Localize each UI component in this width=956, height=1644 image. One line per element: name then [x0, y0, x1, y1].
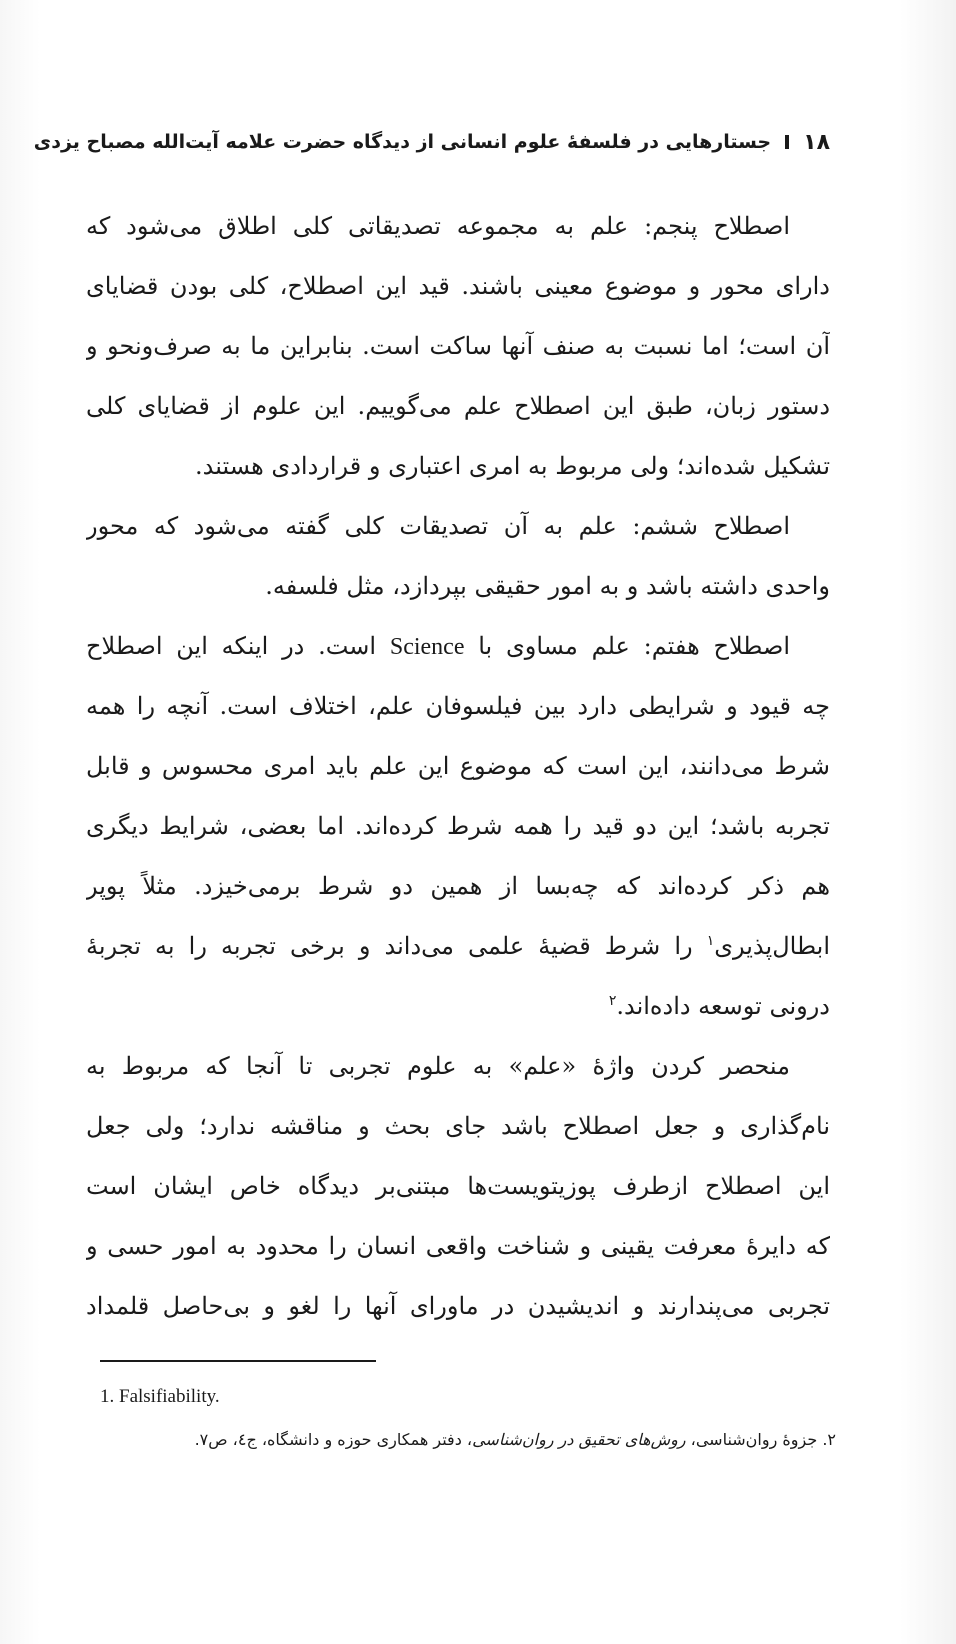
text-line: این اصطلاح ازطرف پوزیتویست‌ها مبتنی‌بر دیدگاه خاص ایشان است: [86, 1172, 830, 1200]
text-line: که دایرۀ معرفت یقینی و شناخت واقعی انسان را محدود به امور حسی و: [86, 1232, 830, 1260]
text-fragment: را شرط قضیۀ علمی می‌داند و برخی تجربه را به تجربۀ: [86, 932, 693, 960]
paragraph-term-6: [86, 496, 830, 616]
text-line: تجربی می‌پندارند و اندیشیدن در ماورای آنها را لغو و بی‌حاصل قلمداد: [86, 1292, 830, 1320]
text-line: [86, 916, 830, 976]
text-line: اصطلاح ششم: علم به آن تصدیقات کلی گفته می‌شود که محور: [86, 512, 790, 540]
header-square-icon: [785, 135, 789, 149]
text-line: واحدی داشته باشد و به امور حقیقی بپردازد، مثل فلسفه.: [265, 572, 830, 600]
paragraph-term-7: [86, 616, 830, 1036]
running-header: [33, 120, 830, 164]
text-line: آن است؛ اما نسبت به صنف آنها ساکت است. بنابراین ما به صرف‌ونحو و: [86, 332, 830, 360]
footnote-marker-2[interactable]: ٢: [608, 993, 617, 1009]
text-line: هم ذکر کرده‌اند که چه‌بسا از همین دو شرط برمی‌خیزد. مثلاً پوپر: [86, 872, 830, 900]
text-fragment: است. در اینکه این اصطلاح: [86, 632, 377, 660]
paragraph-term-5: [86, 196, 830, 496]
text-line: شرط می‌دانند، این است که موضوع این علم باید امری محسوس و قابل: [86, 752, 830, 780]
text-fragment: درونی توسعه داده‌اند.: [616, 992, 830, 1020]
footnote-2: [96, 1430, 836, 1449]
text-line: منحصر کردن واژۀ «علم» به علوم تجربی تا آنجا که مربوط به: [86, 1052, 790, 1080]
footnote-marker-1[interactable]: ١: [706, 933, 715, 949]
text-line: نام‌گذاری و جعل اصطلاح باشد جای بحث و مناقشه ندارد؛ ولی جعل: [86, 1112, 830, 1140]
paragraph-restriction: [86, 1036, 830, 1336]
footnote-text: ٢. جزوۀ روان‌شناسی،: [690, 1430, 836, 1449]
body-text: [86, 196, 830, 1336]
text-fragment: اصطلاح هفتم: علم مساوی با: [478, 632, 791, 660]
text-line: دارای محور و موضوع معینی باشند. قید این اصطلاح، کلی بودن قضایای: [86, 272, 830, 300]
text-fragment: ابطال‌پذیری: [714, 932, 830, 960]
footnote-text: ، دفتر همکاری حوزه و دانشگاه، ج٤، ص٧.: [194, 1430, 473, 1449]
text-line: [86, 976, 830, 1036]
latin-term: Science: [389, 634, 465, 660]
footnote-divider: [100, 1360, 376, 1362]
running-title: جستارهایی در فلسفۀ علوم انسانی از دیدگاه حضرت علامه آیت‌الله مصباح یزدی: [33, 131, 772, 153]
text-line: [86, 616, 830, 676]
page-number: ١٨: [803, 129, 830, 155]
text-line: اصطلاح پنجم: علم به مجموعه تصدیقاتی کلی اطلاق می‌شود که: [86, 212, 790, 240]
text-line: چه قیود و شرایطی دارد بین فیلسوفان علم، اختلاف است. آنچه را همه: [86, 692, 830, 720]
footnote-book-title: روش‌های تحقیق در روان‌شناسی: [472, 1430, 686, 1449]
text-line: تجربه باشد؛ این دو قید را همه شرط کرده‌اند. اما بعضی، شرایط دیگری: [86, 812, 830, 840]
text-line: تشکیل شده‌اند؛ ولی مربوط به امری اعتباری و قراردادی هستند.: [195, 452, 830, 480]
text-line: دستور زبان، طبق این اصطلاح علم می‌گوییم. این علوم از قضایای کلی: [86, 392, 830, 420]
footnote-1: 1. Falsifiability.: [100, 1386, 220, 1407]
